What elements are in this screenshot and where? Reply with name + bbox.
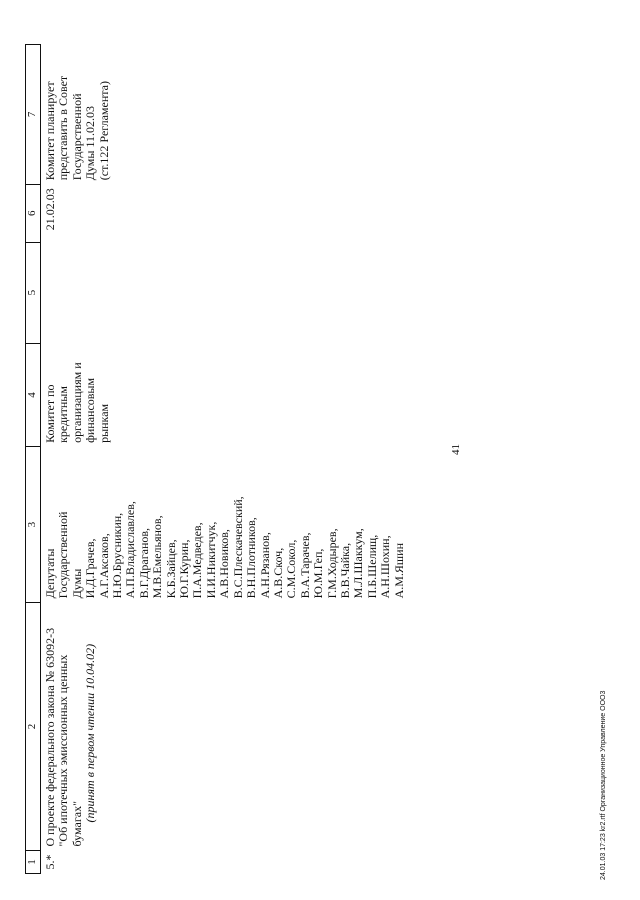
initiator-line: Ю.Г.Курин, xyxy=(177,539,192,599)
column-header-2: 2 xyxy=(26,602,41,850)
agenda-table xyxy=(25,44,409,874)
column-5-cell xyxy=(41,242,409,343)
column-header-7: 7 xyxy=(26,45,41,185)
row-number: 5.* xyxy=(43,854,57,870)
initiator-line: Государственной xyxy=(56,511,71,599)
note-line: (ст.122 Регламента) xyxy=(96,81,111,181)
bill-title-line: О проекте федерального закона № 63092-3 xyxy=(43,627,57,847)
column-number-header-row xyxy=(26,45,41,874)
initiator-line: В.В.Чайка, xyxy=(337,542,352,599)
initiator-line: М.Л.Шаккум, xyxy=(351,528,366,599)
initiator-line: А.М.Яшин xyxy=(391,542,406,599)
initiator-line: К.Б.Зайцев, xyxy=(163,539,178,599)
committee-cell xyxy=(41,343,409,447)
bill-reading-status: (принят в первом чтении 10.04.02) xyxy=(83,643,98,823)
table-row xyxy=(41,45,409,874)
note-line: Комитет планирует xyxy=(43,81,57,181)
initiator-line: Ю.М.Геп, xyxy=(311,548,326,599)
bill-title xyxy=(41,602,409,850)
initiator-line: В.А.Тарачев, xyxy=(297,532,312,599)
column-header-4: 4 xyxy=(26,343,41,447)
note-line: Думы 11.02.03 xyxy=(83,105,98,181)
column-header-5: 5 xyxy=(26,242,41,343)
committee-line: Комитет по xyxy=(43,384,57,443)
initiator-line: А.В.Скоч, xyxy=(270,547,285,599)
initiator-line: И.Д.Грачев, xyxy=(83,538,98,599)
initiator-line: Думы xyxy=(69,568,84,599)
column-header-6: 6 xyxy=(26,184,41,242)
note-cell xyxy=(41,45,409,185)
initiator-line: С.М.Сокол, xyxy=(284,539,299,599)
initiator-line: М.В.Емельянов, xyxy=(150,515,165,599)
initiator-line: Н.Ю.Брусникин, xyxy=(110,512,125,599)
initiator-line: Г.М.Ходырев, xyxy=(324,528,339,599)
committee-line: рынкам xyxy=(96,403,111,443)
date-cell: 21.02.03 xyxy=(43,188,57,231)
committee-line: финансовым xyxy=(83,377,98,443)
initiator-line: П.А.Медведев, xyxy=(190,522,205,599)
note-line: представить в Совет xyxy=(56,75,71,181)
initiator-line: Депутаты xyxy=(43,548,57,599)
committee-line: кредитным xyxy=(56,386,71,443)
initiator-line: В.Г.Драганов, xyxy=(136,527,151,599)
initiator-line: А.Н.Рязанов, xyxy=(257,532,272,599)
page-number: 41 xyxy=(450,444,462,455)
initiator-line: В.Н.Плотников, xyxy=(244,517,259,599)
column-header-3: 3 xyxy=(26,447,41,602)
initiator-line: И.И.Никитчук, xyxy=(203,521,218,599)
initiators-cell xyxy=(41,447,409,602)
initiator-line: А.Г.Аксаков, xyxy=(96,533,111,599)
column-header-1: 1 xyxy=(26,851,41,874)
initiator-line: П.Б.Шелищ, xyxy=(364,534,379,599)
note-line: Государственной xyxy=(69,93,84,181)
file-footer: 24.01.03 17:23 kr2.rtf Организационное Управление ООО3 xyxy=(600,690,607,880)
rotated-document-sheet xyxy=(25,44,625,874)
committee-line: организациям и xyxy=(69,362,84,443)
initiator-line: А.В.Новиков, xyxy=(217,529,232,599)
initiator-line: А.П.Владиславлев, xyxy=(123,501,138,599)
initiator-line: В.С.Плескачевский, xyxy=(230,496,245,599)
initiator-line: А.Н.Шохин, xyxy=(378,535,393,599)
bill-title-line: "Об ипотечных эмиссионных ценных бумагах" xyxy=(56,654,84,847)
